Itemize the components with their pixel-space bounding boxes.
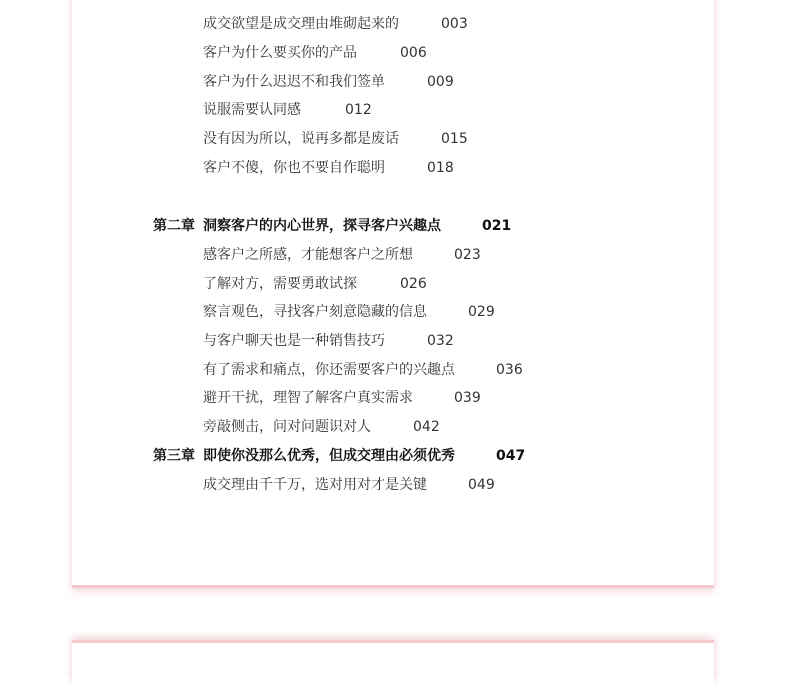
- toc-entry-title: 成交欲望是成交理由堆砌起来的: [203, 16, 399, 32]
- toc-entry-page: 036: [496, 362, 523, 378]
- toc-entry: [72, 129, 714, 149]
- toc-entry-page: 039: [454, 390, 481, 406]
- toc-entry-page: 042: [413, 419, 440, 435]
- toc-entry-page: 018: [427, 160, 454, 176]
- toc-entry-page: 029: [468, 304, 495, 320]
- toc-entry: [72, 245, 714, 265]
- card-bottom-border: [72, 585, 714, 588]
- toc-entry-title: 说服需要认同感: [203, 102, 301, 118]
- toc-entry-title: 与客户聊天也是一种销售技巧: [203, 333, 385, 349]
- toc-entry: [72, 72, 714, 92]
- chapter-3-title: 即使你没那么优秀，但成交理由必须优秀: [203, 448, 455, 464]
- toc-entry-title: 感客户之所感，才能想客户之所想: [203, 247, 413, 263]
- chapter-3-number: 第三章: [153, 448, 195, 464]
- toc-entry-title: 客户为什么要买你的产品: [203, 45, 357, 61]
- toc-entry: [72, 43, 714, 63]
- toc-entry: [72, 100, 714, 120]
- toc-entry: [72, 388, 714, 408]
- toc-entry-page: 003: [441, 16, 468, 32]
- toc-entry-page: 023: [454, 247, 481, 263]
- toc-entry-title: 客户为什么迟迟不和我们签单: [203, 74, 385, 90]
- toc-entry: [72, 331, 714, 351]
- toc-entry: [72, 14, 714, 34]
- toc-entry: [72, 475, 714, 495]
- toc-page-card: [72, 0, 714, 588]
- toc-entry: [72, 360, 714, 380]
- toc-entry-title: 没有因为所以，说再多都是废话: [203, 131, 399, 147]
- toc-entry-page: 032: [427, 333, 454, 349]
- toc-entry-page: 049: [468, 477, 495, 493]
- chapter-2-number: 第二章: [153, 218, 195, 234]
- toc-entry-page: 009: [427, 74, 454, 90]
- toc-entry: [72, 158, 714, 178]
- toc-entry-page: 006: [400, 45, 427, 61]
- toc-entry-page: 015: [441, 131, 468, 147]
- toc-entry-title: 客户不傻，你也不要自作聪明: [203, 160, 385, 176]
- chapter-3-row: [72, 446, 714, 466]
- toc-entry: [72, 274, 714, 294]
- toc-entry-page: 012: [345, 102, 372, 118]
- toc-entry-title: 了解对方，需要勇敢试探: [203, 276, 357, 292]
- chapter-2-row: [72, 216, 714, 236]
- chapter-2-title: 洞察客户的内心世界，探寻客户兴趣点: [203, 218, 441, 234]
- toc-entry-title: 察言观色，寻找客户刻意隐藏的信息: [203, 304, 427, 320]
- toc-entry-title: 避开干扰，理智了解客户真实需求: [203, 390, 413, 406]
- toc-entry-page: 026: [400, 276, 427, 292]
- toc-entry-title: 旁敲侧击，问对问题识对人: [203, 419, 371, 435]
- toc-entry-title: 成交理由千千万，选对用对才是关键: [203, 477, 427, 493]
- chapter-3-page: 047: [496, 448, 526, 464]
- toc-entry: [72, 302, 714, 322]
- toc-entry: [72, 417, 714, 437]
- toc-entry-title: 有了需求和痛点，你还需要客户的兴趣点: [203, 362, 455, 378]
- chapter-2-page: 021: [482, 218, 512, 234]
- next-page-card: [72, 640, 714, 683]
